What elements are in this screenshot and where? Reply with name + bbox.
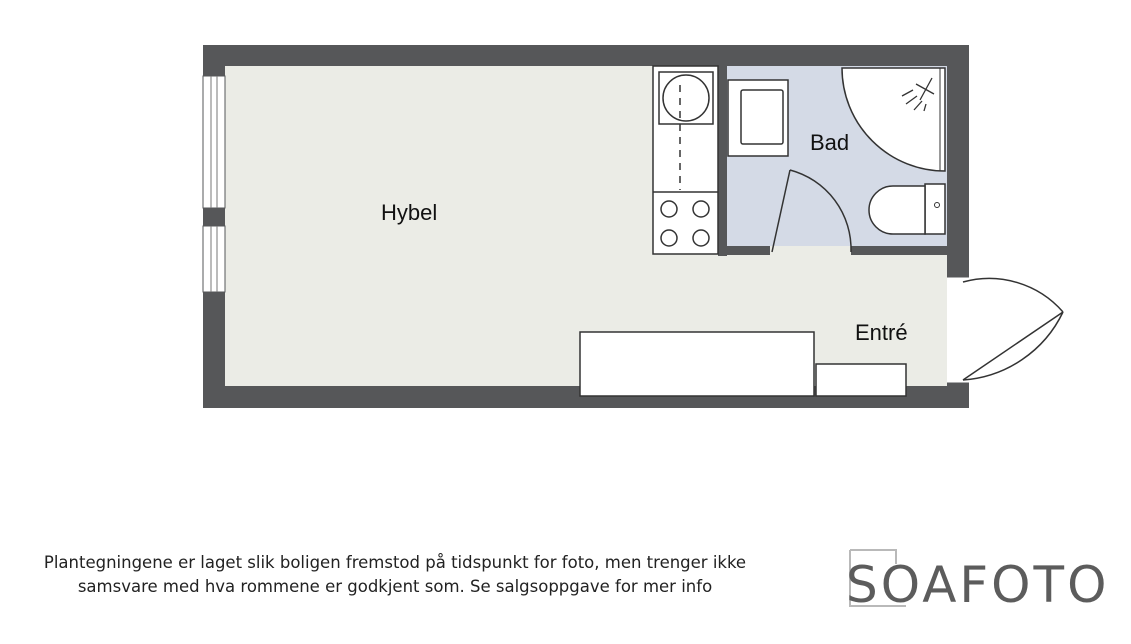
bathroom-wall-left	[718, 66, 727, 256]
toilet	[869, 184, 945, 234]
brand-logo	[846, 544, 1111, 614]
bathroom-wall-bottom-left	[718, 246, 770, 255]
bathroom-wall-bottom-right	[851, 246, 947, 255]
window-lower	[203, 226, 225, 292]
bed	[580, 332, 814, 396]
washbasin	[728, 80, 788, 156]
brand-name: SOAFOTO	[846, 556, 1110, 614]
shoe-cabinet	[816, 364, 906, 396]
entrance-door	[947, 277, 1063, 383]
disclaimer	[0, 551, 790, 599]
room-label-hybel: Hybel	[381, 200, 438, 225]
kitchen-counter	[653, 66, 718, 254]
room-label-entre: Entré	[855, 320, 908, 345]
disclaimer-line-2: samsvare med hva rommene er godkjent som. Se salgsoppgave for mer info	[77, 577, 713, 596]
room-label-bad: Bad	[810, 130, 850, 155]
window-upper	[203, 76, 225, 208]
disclaimer-line-1: Plantegningene er laget slik boligen fremstod på tidspunkt for foto, men trenger ikke	[43, 553, 747, 572]
